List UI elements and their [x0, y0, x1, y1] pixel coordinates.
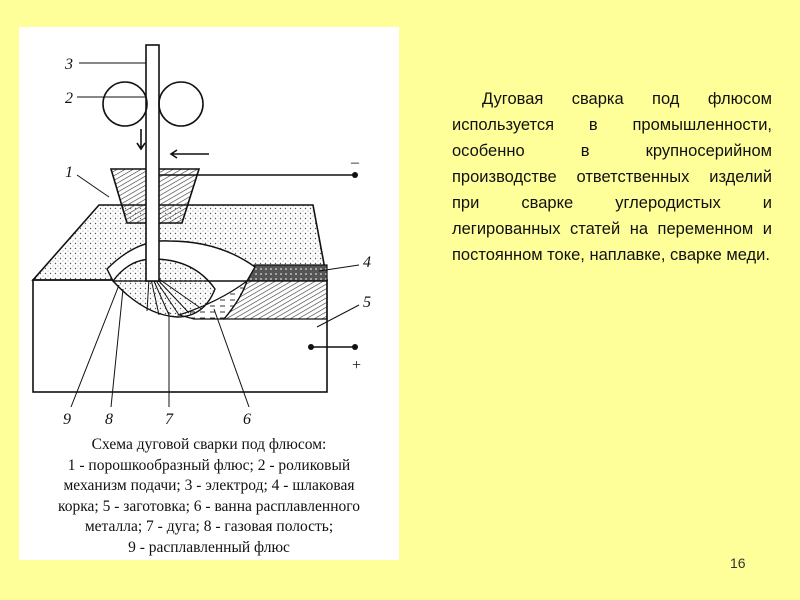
terminal-plus-dot-icon — [308, 344, 314, 350]
caption-line: 9 - расплавленный флюс — [128, 538, 290, 556]
feed-roller-left — [103, 82, 147, 126]
caption-line: Схема дуговой сварки под флюсом: — [91, 436, 327, 453]
caption-line: корка; 5 - заготовка; 6 - ванна расплавленного — [58, 497, 360, 515]
caption-line: металла; 7 - дуга; 8 - газовая полость; — [84, 518, 334, 535]
feed-arrow-icon — [137, 129, 145, 149]
terminal-plus-icon — [352, 344, 358, 350]
feed-roller-right — [159, 82, 203, 126]
callout-5: 5 — [363, 294, 371, 311]
callout-2: 2 — [65, 90, 73, 107]
caption-line: механизм подачи; 3 - электрод; 4 - шлаковая — [63, 477, 355, 494]
slag-crust — [247, 265, 327, 281]
terminal-minus-label: – — [351, 154, 359, 171]
submerged-arc-welding-diagram — [19, 27, 399, 427]
callout-7: 7 — [165, 411, 173, 427]
callout-1: 1 — [65, 164, 73, 181]
caption-line: 1 - порошкообразный флюс; 2 - роликовый — [67, 456, 351, 474]
welding-diagram-panel — [19, 27, 399, 560]
description-paragraph: Дуговая сварка под флюсом используется в промышленности, особенно в крупносерийном производстве ответственных изделий при сварке углеродистых и легированных статей на переменном и постоянном токе, наплавке, сварке меди. — [452, 90, 772, 264]
callout-4: 4 — [363, 254, 371, 271]
callout-6: 6 — [243, 411, 251, 427]
callout-3: 3 — [65, 56, 73, 73]
callout-9: 9 — [63, 411, 71, 427]
electrode — [146, 45, 159, 281]
diagram-caption — [19, 435, 399, 558]
direction-arrow-icon — [171, 150, 209, 158]
slide-number: 16 — [730, 555, 746, 571]
terminal-minus-icon — [352, 172, 358, 178]
terminal-plus-label: + — [351, 357, 362, 374]
callout-8: 8 — [105, 411, 113, 427]
